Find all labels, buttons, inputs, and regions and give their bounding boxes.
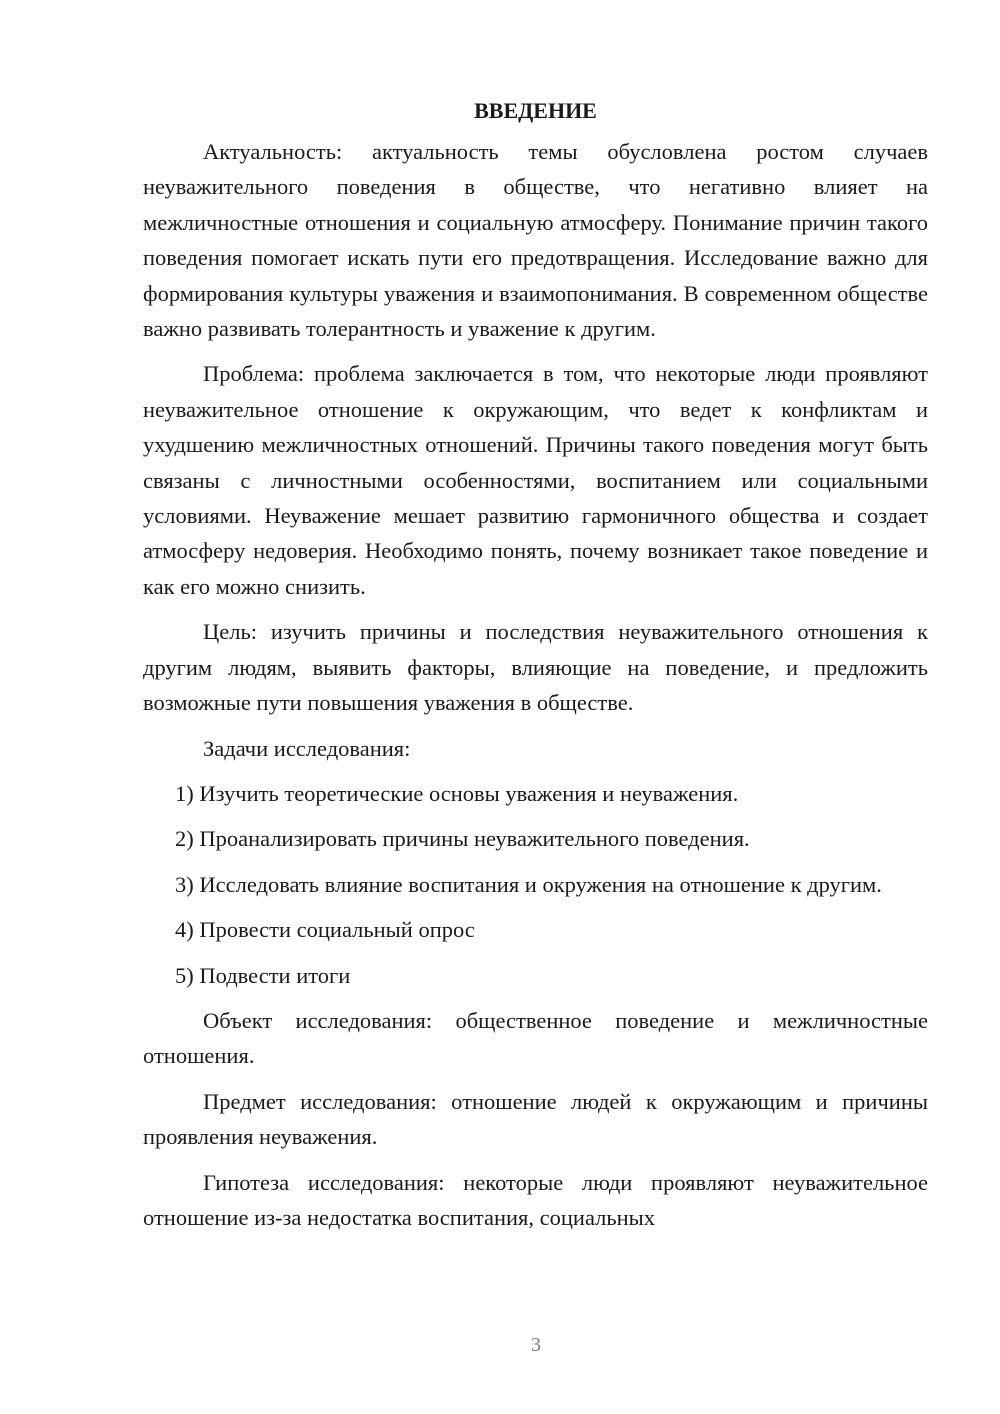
paragraph-goal: Цель: изучить причины и последствия неуважительного отношения к другим людям, выявить факторы, влияющие на поведение, и предложить возможные пути повышения уважения в обществе. (143, 619, 928, 716)
paragraph-relevance: Актуальность: актуальность темы обусловлена ростом случаев неуважительного поведения в обществе, что негативно влияет на межличностные отношения и социальную атмосферу. Понимание причин такого поведения помогает искать пути его предотвращения. Исследование важно для формирования культуры уважения и взаимопонимания. В современном обществе важно развивать толерантность и уважение к другим. (143, 139, 928, 342)
paragraph-subject: Предмет исследования: отношение людей к окружающим и причины проявления неуважения. (143, 1088, 928, 1150)
paragraph-hypothesis: Гипотеза исследования: некоторые люди проявляют неуважительное отношение из-за недостатка воспитания, социальных (143, 1169, 928, 1230)
task-item-4: 4) Провести социальный опрос (175, 917, 475, 943)
task-item-1: 1) Изучить теоретические основы уважения и неуважения. (175, 780, 739, 806)
task-item-3: 3) Исследовать влияние воспитания и окружения на отношение к другим. (175, 871, 882, 897)
page-number: 3 (531, 1334, 541, 1356)
task-item-2: 2) Проанализировать причины неуважительного поведения. (175, 826, 750, 852)
paragraph-problem: Проблема: проблема заключается в том, что некоторые люди проявляют неуважительное отношение к окружающим, что ведет к конфликтам и ухудшению межличностных отношений. Причины такого поведения могут быть связаны с личностными особенностями, воспитанием или социальными условиями. Неуважение мешает развитию гармоничного общества и создает атмосферу недоверия. Необходимо понять, почему возникает такое поведение и как его можно снизить. (143, 361, 928, 599)
page-content (143, 96, 928, 1245)
tasks-heading: Задачи исследования: (203, 735, 411, 761)
paragraph-object: Объект исследования: общественное поведение и межличностные отношения. (143, 1007, 928, 1069)
task-item-5: 5) Подвести итоги (175, 962, 351, 988)
section-title: ВВЕДЕНИЕ (474, 98, 597, 123)
tasks-list (143, 776, 928, 993)
